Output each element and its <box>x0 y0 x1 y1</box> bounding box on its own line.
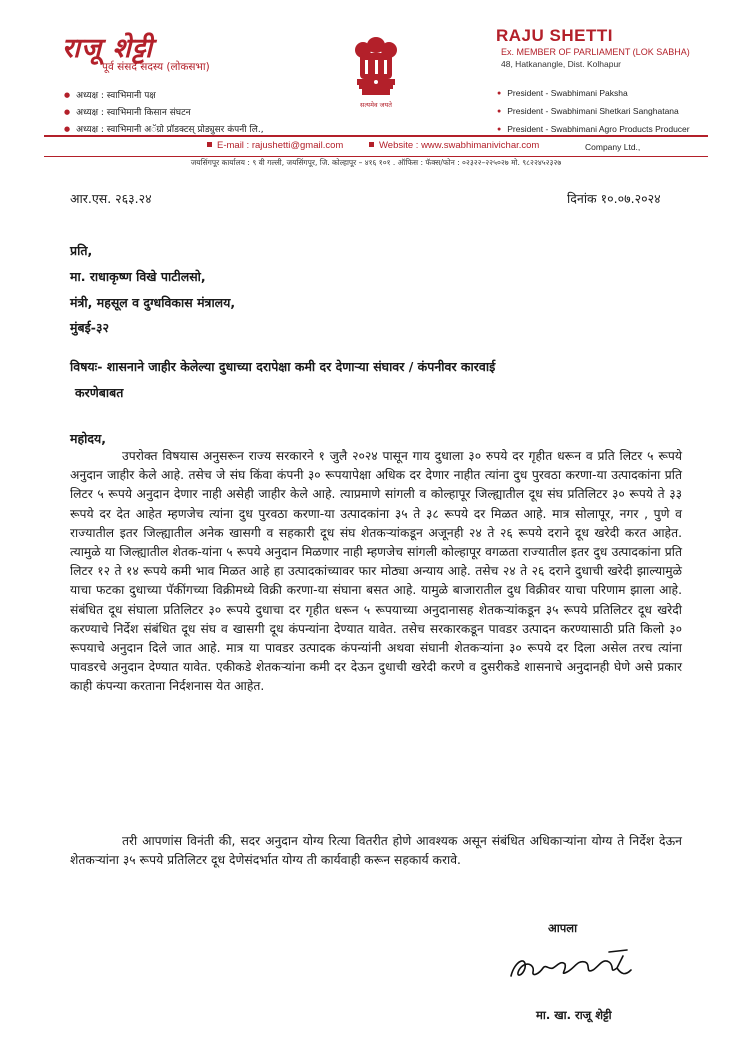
position-item: ● President - Swabhimani Shetkari Sanghatana <box>497 103 690 121</box>
recipient-line: मा. राधाकृष्ण विखे पाटीलसो, <box>70 269 206 284</box>
email-text: E-mail : rajushetti@gmail.com <box>217 140 344 151</box>
salutation: महोदय, <box>70 431 106 446</box>
position-item: ● अध्यक्ष : स्वाभिमानी अॅग्रो प्रॉडक्टस् प्रोड्युसर कंपनी लि., <box>64 122 264 139</box>
contact-row <box>44 138 708 154</box>
bullet-square-icon <box>369 142 374 147</box>
position-item: ● अध्यक्ष : स्वाभिमानी पक्ष <box>64 88 264 105</box>
letterhead-divider <box>44 156 708 157</box>
letterhead-title-marathi: पूर्व संसद सदस्य (लोकसभा) <box>102 61 210 73</box>
signatory-name: मा. खा. राजू शेट्टी <box>536 1008 612 1022</box>
bullet-square-icon <box>207 142 212 147</box>
national-emblem-icon <box>348 35 404 101</box>
website-contact <box>369 140 539 151</box>
letterhead-title-english: Ex. MEMBER OF PARLIAMENT (LOK SABHA) <box>501 47 690 57</box>
position-item: ● President - Swabhimani Paksha <box>497 85 690 103</box>
email-contact <box>207 140 343 151</box>
body-paragraph-text: उपरोक्त विषयास अनुसरून राज्य सरकारने १ जुलै २०२४ पासून गाय दुधाला ३० रुपये दर गृहीत धरून व प्रति लिटर ५ रूपये अनुदान जाहीर केले आहे. तसेच जे संघ किंवा कंपनी ३० रूपयापेक्षा अधिक दर देणार नाहीत त्यांना दुध पुरवठा करणा-या उत्पादकांना प्रति लिटर ५ रूपये अनुदान देणार नाही असेही जाहीर केले आहे. त्याप्रमाणे सांगली व कोल्हापूर जिल्ह्यातील दूध संघ प्रतिलिटर ३० रूपये ते ३३ रूपये दर देत आहेत म्हणजेच त्यांना दुध पुरवठा करणा-या उत्पादकांना ३५ ते ३८ रूपये दर मिळत आहे. मात्र सोलापूर, नगर , पुणे व राज्यातील इतर जिल्ह्यातील अनेक खासगी व सहकारी दूध संघ शेतकऱ्यांकडून अजूनही २४ ते २६ रूपये दराने दूध खरेदी करत आहेत. त्यामुळे या जिल्ह्यातील शेतक-यांना ५ रूपये अनुदान मिळणार नाही म्हणजेच सांगली कोल्हापूर वगळता राज्यातील इतर दुध उत्पादकांना प्रति लिटर १२ ते १४ रूपये कमी भाव मिळत आहे हा उत्पादकांच्यावर फार मोठ्या अन्याय आहे. तसेच २४ ते २६ दराने दुधाची खरेदी झाल्यामुळे याचा फटका दुधाच्या पॅकींगच्या विक्रीमध्ये विक्री करणा-या संघाना बसत आहे. यामुळे बाजारातील दुध विक्रीवर याचा परिणाम झाला आहे. संबंधित दूध संघाला प्रतिलिटर ३० रूपये दुधाचा दर गृहीत धरून ५ रूपयाच्या अनुदानासह शेतकऱ्यांकडून ३५ रूपये प्रतिलिटर दूध खरेदी करण्याचे निर्देश संबंधित दूध संघ व खासगी दूध कंपन्यांना देण्यात यावेत. तसेच सरकारकडून पावडर उत्पादन करण्यासाठी प्रति किलो ३० रूपयाचे अनुदान दिले जात आहे. मात्र या पावडर उत्पादक कंपन्यांनी अथवा संघानी शेतकऱ्यांना ३० रूपये दर दिला असेल तरच त्यांना पावडरचे अनुदान देण्यात यावेत. एकीकडे शेतकऱ्यांना कमी दर देऊन दुधाची खरेदी करणे व दुसरीकडे शासनाचे अनुदानही घेणे असे प्रकार काही कंपन्या करताना निर्दशनास येत आहेत. <box>70 449 682 694</box>
handwritten-signature <box>505 946 640 986</box>
body-paragraph <box>70 447 682 697</box>
subject-line: करणेबाबत <box>75 385 124 400</box>
recipient-line: मुंबई-३२ <box>70 320 109 335</box>
letterhead-name-english: RAJU SHETTI <box>496 26 613 45</box>
emblem-caption: सत्यमेव जयते <box>360 101 392 109</box>
subject-line: विषयः- शासनाने जाहीर केलेल्या दुधाच्या दरापेक्षा कमी दर देणाऱ्या संघावर / कंपनीवर कारवाई <box>70 359 496 374</box>
position-item-continuation: Company Ltd., <box>585 142 641 152</box>
letter-subject <box>70 354 650 406</box>
letter-date: दिनांक १०.०७.२०२४ <box>567 191 661 206</box>
recipient-line: प्रति, <box>70 243 93 258</box>
reference-number: आर.एस. २६३.२४ <box>70 191 152 206</box>
letterhead-address-english: 48, Hatkanangle, Dist. Kolhapur <box>501 59 622 69</box>
recipient-line: मंत्री, महसूल व दुग्धविकास मंत्रालय, <box>70 295 236 310</box>
letterhead-divider <box>44 135 708 137</box>
closing: आपला <box>548 921 578 935</box>
position-item: ● President - Swabhimani Agro Products Producer <box>497 121 690 139</box>
letterhead-name-marathi: राजू शेट्टी <box>62 33 154 64</box>
positions-list-marathi <box>64 88 264 139</box>
body-paragraph <box>70 832 682 870</box>
body-paragraph-text: तरी आपणांस विनंती की, सदर अनुदान योग्य रित्या वितरीत होणे आवश्यक असून संबंधित अधिकाऱ्यांना योग्य ते निर्देश देऊन शेतकऱ्यांना ३५ रूपये प्रतिलिटर दूध देणेसंदर्भात योग्य ती कार्यवाही करून सहकार्य करावे. <box>70 834 682 868</box>
website-text: Website : www.swabhimanivichar.com <box>379 140 540 151</box>
office-address-line: जयसिंगपूर कार्यालय : ९ वी गल्ली, जयसिंगपूर, जि. कोल्हापूर – ४१६ १०१ . ऑफिस : फॅक्स/फोन : ०२३२२–२२५०२७ मो. ९८२२४५२३२७ <box>190 158 562 167</box>
position-item: ● अध्यक्ष : स्वाभिमानी किसान संघटन <box>64 105 264 122</box>
